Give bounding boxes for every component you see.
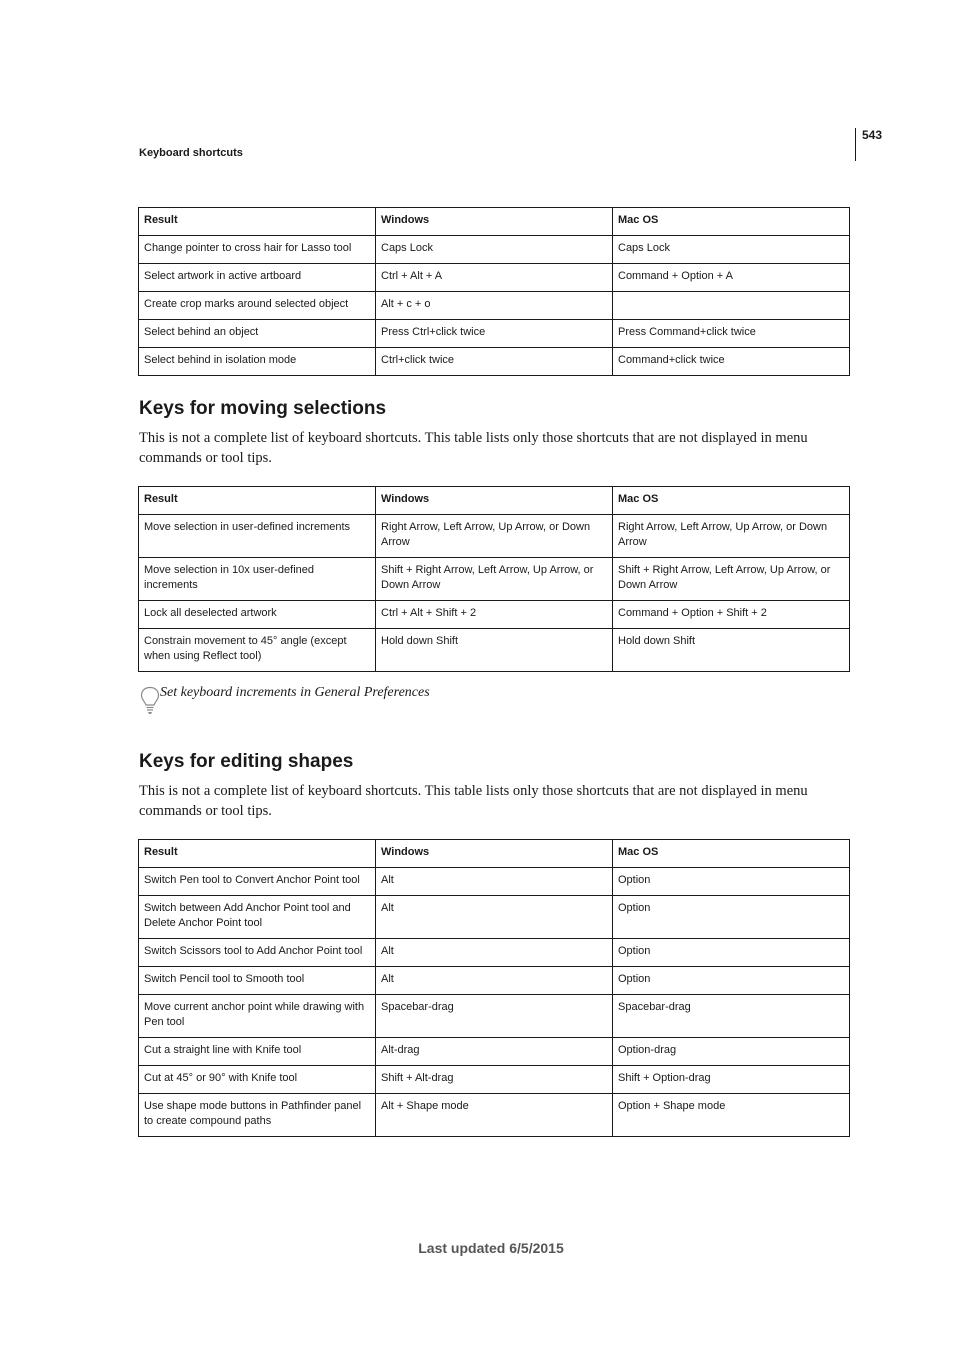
table-row [139, 292, 850, 320]
cell-windows: Alt-drag [376, 1038, 613, 1066]
cell-result: Select artwork in active artboard [139, 264, 376, 292]
cell-result: Lock all deselected artwork [139, 601, 376, 629]
page-number-rule [855, 128, 856, 161]
cell-result: Create crop marks around selected object [139, 292, 376, 320]
cell-windows: Alt [376, 967, 613, 995]
cell-mac-os: Command + Option + Shift + 2 [613, 601, 850, 629]
column-header-mac-os: Mac OS [613, 487, 850, 515]
table-row [139, 896, 850, 939]
column-header-result: Result [139, 487, 376, 515]
cell-windows: Alt + c + o [376, 292, 613, 320]
cell-mac-os [613, 292, 850, 320]
table-row [139, 1066, 850, 1094]
cell-result: Change pointer to cross hair for Lasso tool [139, 236, 376, 264]
cell-mac-os: Press Command+click twice [613, 320, 850, 348]
cell-mac-os: Option [613, 896, 850, 939]
table-row [139, 995, 850, 1038]
cell-mac-os: Option + Shape mode [613, 1094, 850, 1137]
moving-selections-table [138, 486, 850, 672]
column-header-result: Result [139, 208, 376, 236]
cell-windows: Alt [376, 896, 613, 939]
column-header-result: Result [139, 840, 376, 868]
cell-windows: Ctrl + Alt + Shift + 2 [376, 601, 613, 629]
cell-result: Move current anchor point while drawing with Pen tool [139, 995, 376, 1038]
table-row [139, 601, 850, 629]
cell-mac-os: Command + Option + A [613, 264, 850, 292]
cell-mac-os: Hold down Shift [613, 629, 850, 672]
cell-windows: Spacebar-drag [376, 995, 613, 1038]
cell-mac-os: Caps Lock [613, 236, 850, 264]
table-row [139, 320, 850, 348]
cell-windows: Right Arrow, Left Arrow, Up Arrow, or Down Arrow [376, 515, 613, 558]
table-row [139, 558, 850, 601]
cell-windows: Alt [376, 868, 613, 896]
table-row [139, 236, 850, 264]
column-header-windows: Windows [376, 208, 613, 236]
cell-result: Select behind in isolation mode [139, 348, 376, 376]
cell-result: Constrain movement to 45° angle (except when using Reflect tool) [139, 629, 376, 672]
cell-mac-os: Command+click twice [613, 348, 850, 376]
table-row [139, 967, 850, 995]
section-intro-editing-shapes: This is not a complete list of keyboard shortcuts. This table lists only those shortcuts that are not displayed in menu commands or tool tips. [139, 783, 808, 819]
cell-mac-os: Option-drag [613, 1038, 850, 1066]
cell-mac-os: Option [613, 939, 850, 967]
table-row [139, 348, 850, 376]
cell-result: Move selection in user-defined increments [139, 515, 376, 558]
cell-result: Select behind an object [139, 320, 376, 348]
editing-shapes-table [138, 839, 850, 1137]
cell-windows: Alt + Shape mode [376, 1094, 613, 1137]
cell-result: Use shape mode buttons in Pathfinder panel to create compound paths [139, 1094, 376, 1137]
cell-mac-os: Right Arrow, Left Arrow, Up Arrow, or Down Arrow [613, 515, 850, 558]
cell-result: Cut a straight line with Knife tool [139, 1038, 376, 1066]
cell-windows: Caps Lock [376, 236, 613, 264]
cell-result: Switch Pencil tool to Smooth tool [139, 967, 376, 995]
selection-shortcuts-table [138, 207, 850, 376]
column-header-mac-os: Mac OS [613, 840, 850, 868]
table-header-row [139, 487, 850, 515]
cell-result: Move selection in 10x user-defined increments [139, 558, 376, 601]
column-header-windows: Windows [376, 487, 613, 515]
running-head: Keyboard shortcuts [139, 147, 243, 159]
table-row [139, 868, 850, 896]
tip-text: Set keyboard increments in General Preferences [160, 685, 430, 700]
cell-mac-os: Spacebar-drag [613, 995, 850, 1038]
table-header-row [139, 840, 850, 868]
cell-result: Cut at 45° or 90° with Knife tool [139, 1066, 376, 1094]
table-header-row [139, 208, 850, 236]
cell-windows: Shift + Right Arrow, Left Arrow, Up Arrow, or Down Arrow [376, 558, 613, 601]
cell-result: Switch Scissors tool to Add Anchor Point tool [139, 939, 376, 967]
lightbulb-icon [140, 686, 160, 716]
cell-result: Switch between Add Anchor Point tool and Delete Anchor Point tool [139, 896, 376, 939]
table-row [139, 939, 850, 967]
cell-mac-os: Option [613, 967, 850, 995]
column-header-windows: Windows [376, 840, 613, 868]
section-title-moving-selections: Keys for moving selections [139, 398, 387, 419]
table-row [139, 629, 850, 672]
section-title-editing-shapes: Keys for editing shapes [139, 751, 354, 772]
cell-windows: Ctrl + Alt + A [376, 264, 613, 292]
section-intro-moving-selections: This is not a complete list of keyboard shortcuts. This table lists only those shortcuts that are not displayed in menu commands or tool tips. [139, 430, 808, 466]
cell-windows: Press Ctrl+click twice [376, 320, 613, 348]
page-number: 543 [862, 128, 883, 142]
cell-windows: Alt [376, 939, 613, 967]
table-row [139, 1094, 850, 1137]
cell-mac-os: Option [613, 868, 850, 896]
table-row [139, 1038, 850, 1066]
column-header-mac-os: Mac OS [613, 208, 850, 236]
cell-windows: Ctrl+click twice [376, 348, 613, 376]
cell-windows: Shift + Alt-drag [376, 1066, 613, 1094]
cell-windows: Hold down Shift [376, 629, 613, 672]
table-row [139, 264, 850, 292]
table-row [139, 515, 850, 558]
cell-result: Switch Pen tool to Convert Anchor Point tool [139, 868, 376, 896]
cell-mac-os: Shift + Option-drag [613, 1066, 850, 1094]
cell-mac-os: Shift + Right Arrow, Left Arrow, Up Arrow, or Down Arrow [613, 558, 850, 601]
footer-last-updated: Last updated 6/5/2015 [418, 1240, 564, 1256]
